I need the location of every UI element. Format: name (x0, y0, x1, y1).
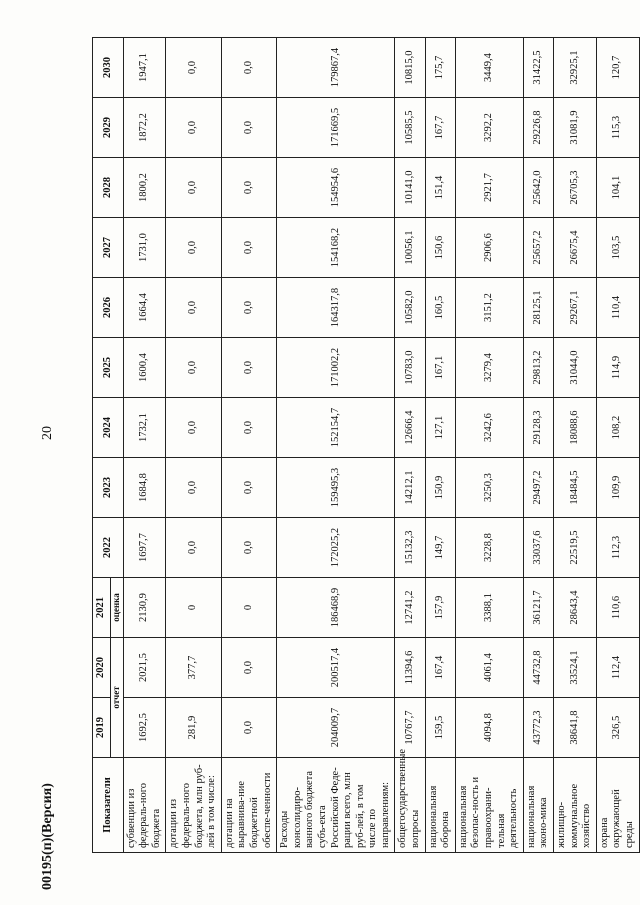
value-cell: 2906,6 (455, 218, 523, 278)
value-cell: 0,0 (221, 398, 276, 458)
value-cell: 175,7 (425, 38, 455, 98)
value-cell: 154168,2 (277, 218, 395, 278)
value-cell: 0,0 (166, 518, 221, 578)
value-cell: 1664,4 (123, 278, 166, 338)
value-cell: 22519,5 (554, 518, 597, 578)
value-cell: 1800,2 (123, 158, 166, 218)
value-cell: 3151,2 (455, 278, 523, 338)
value-cell: 281,9 (166, 698, 221, 758)
row-label: общегосударственные вопросы (395, 758, 425, 853)
subheader-report: отчет (110, 638, 123, 758)
value-cell: 2921,7 (455, 158, 523, 218)
table-row (554, 38, 597, 853)
value-cell: 151,4 (425, 158, 455, 218)
value-cell: 32925,1 (554, 38, 597, 98)
value-cell: 0,0 (166, 98, 221, 158)
year-header: 2024 (93, 398, 124, 458)
value-cell: 160,5 (425, 278, 455, 338)
value-cell: 38641,8 (554, 698, 597, 758)
value-cell: 167,1 (425, 338, 455, 398)
value-cell: 10783,0 (395, 338, 425, 398)
table-row (455, 38, 523, 853)
table-row (166, 38, 221, 853)
value-cell: 0 (166, 578, 221, 638)
value-cell: 377,7 (166, 638, 221, 698)
value-cell: 0,0 (166, 38, 221, 98)
value-cell: 1697,7 (123, 518, 166, 578)
value-cell: 29128,3 (523, 398, 553, 458)
value-cell: 3228,8 (455, 518, 523, 578)
value-cell: 10056,1 (395, 218, 425, 278)
value-cell: 200517,4 (277, 638, 395, 698)
value-cell: 3242,6 (455, 398, 523, 458)
value-cell: 0,0 (166, 398, 221, 458)
value-cell: 114,9 (596, 338, 639, 398)
value-cell: 0,0 (221, 638, 276, 698)
value-cell: 28643,4 (554, 578, 597, 638)
value-cell: 1600,4 (123, 338, 166, 398)
value-cell: 44732,8 (523, 638, 553, 698)
value-cell: 0,0 (221, 38, 276, 98)
table-container (92, 38, 635, 853)
table-row (395, 38, 425, 853)
row-label: национальная безопас-ность и правоохрани-тельная деятельность (455, 758, 523, 853)
value-cell: 0,0 (221, 338, 276, 398)
year-header: 2030 (93, 38, 124, 98)
value-cell: 171002,2 (277, 338, 395, 398)
value-cell: 149,7 (425, 518, 455, 578)
value-cell: 0,0 (221, 518, 276, 578)
page-number: 20 (40, 426, 55, 440)
value-cell: 204009,7 (277, 698, 395, 758)
table-row (123, 38, 166, 853)
row-label: субвенции из федераль-ного бюджета (123, 758, 166, 853)
year-header: 2028 (93, 158, 124, 218)
value-cell: 0,0 (221, 458, 276, 518)
value-cell: 10815,0 (395, 38, 425, 98)
value-cell: 15132,3 (395, 518, 425, 578)
year-header: 2019 (93, 698, 111, 758)
table-row (277, 38, 395, 853)
table-row (425, 38, 455, 853)
value-cell: 1872,2 (123, 98, 166, 158)
value-cell: 18484,5 (554, 458, 597, 518)
table-row (523, 38, 553, 853)
value-cell: 159495,3 (277, 458, 395, 518)
value-cell: 1947,1 (123, 38, 166, 98)
value-cell: 167,7 (425, 98, 455, 158)
value-cell: 186468,9 (277, 578, 395, 638)
value-cell: 31081,9 (554, 98, 597, 158)
value-cell: 29226,8 (523, 98, 553, 158)
value-cell: 0,0 (221, 278, 276, 338)
value-cell: 1692,5 (123, 698, 166, 758)
value-cell: 10141,0 (395, 158, 425, 218)
value-cell: 0,0 (166, 218, 221, 278)
value-cell: 167,4 (425, 638, 455, 698)
value-cell: 33037,6 (523, 518, 553, 578)
value-cell: 3292,2 (455, 98, 523, 158)
value-cell: 164317,8 (277, 278, 395, 338)
value-cell: 172025,2 (277, 518, 395, 578)
value-cell: 11394,6 (395, 638, 425, 698)
value-cell: 0 (221, 578, 276, 638)
value-cell: 0,0 (221, 158, 276, 218)
value-cell: 0,0 (221, 218, 276, 278)
value-cell: 112,4 (596, 638, 639, 698)
value-cell: 14212,1 (395, 458, 425, 518)
value-cell: 0,0 (166, 158, 221, 218)
row-label: Расходы консолидиро-ванного бюджета субъ-екта Российской Феде-рации всего, млн руб-лей, в том числе по направлениям: (277, 758, 395, 853)
value-cell: 110,6 (596, 578, 639, 638)
value-cell: 36121,7 (523, 578, 553, 638)
table-row (221, 38, 276, 853)
value-cell: 108,2 (596, 398, 639, 458)
year-header: 2029 (93, 98, 124, 158)
value-cell: 2021,5 (123, 638, 166, 698)
value-cell: 150,6 (425, 218, 455, 278)
year-header: 2022 (93, 518, 124, 578)
value-cell: 0,0 (221, 98, 276, 158)
year-header: 2027 (93, 218, 124, 278)
row-label: национальная эконо-мика (523, 758, 553, 853)
value-cell: 115,3 (596, 98, 639, 158)
value-cell: 120,7 (596, 38, 639, 98)
value-cell: 1732,1 (123, 398, 166, 458)
value-cell: 152154,7 (277, 398, 395, 458)
value-cell: 4094,8 (455, 698, 523, 758)
row-label: жилищно-коммунальное хозяйство (554, 758, 597, 853)
row-label: дотации из федераль-ного бюджета, млн руб-лей в том числе: (166, 758, 221, 853)
value-cell: 29813,2 (523, 338, 553, 398)
value-cell: 157,9 (425, 578, 455, 638)
value-cell: 26705,3 (554, 158, 597, 218)
value-cell: 154954,6 (277, 158, 395, 218)
value-cell: 12741,2 (395, 578, 425, 638)
value-cell: 25642,0 (523, 158, 553, 218)
value-cell: 43772,3 (523, 698, 553, 758)
header-row (93, 38, 111, 853)
value-cell: 31422,5 (523, 38, 553, 98)
value-cell: 0,0 (221, 698, 276, 758)
value-cell: 171669,5 (277, 98, 395, 158)
row-label: охрана окружающей среды (596, 758, 639, 853)
value-cell: 33524,1 (554, 638, 597, 698)
row-label: национальная оборона (425, 758, 455, 853)
value-cell: 1731,0 (123, 218, 166, 278)
header-indicators: Показатели (93, 758, 124, 853)
value-cell: 127,1 (425, 398, 455, 458)
value-cell: 109,9 (596, 458, 639, 518)
subheader-estimate: оценка (110, 578, 123, 638)
value-cell: 2130,9 (123, 578, 166, 638)
value-cell: 0,0 (166, 338, 221, 398)
value-cell: 10585,5 (395, 98, 425, 158)
value-cell: 150,9 (425, 458, 455, 518)
value-cell: 26675,4 (554, 218, 597, 278)
value-cell: 179867,4 (277, 38, 395, 98)
table-body (123, 38, 639, 853)
value-cell: 103,5 (596, 218, 639, 278)
value-cell: 28125,1 (523, 278, 553, 338)
value-cell: 104,1 (596, 158, 639, 218)
value-cell: 159,5 (425, 698, 455, 758)
value-cell: 10767,7 (395, 698, 425, 758)
value-cell: 12666,4 (395, 398, 425, 458)
table-row (596, 38, 639, 853)
value-cell: 1684,8 (123, 458, 166, 518)
value-cell: 10582,0 (395, 278, 425, 338)
value-cell: 3250,3 (455, 458, 523, 518)
value-cell: 0,0 (166, 278, 221, 338)
value-cell: 0,0 (166, 458, 221, 518)
year-header: 2025 (93, 338, 124, 398)
value-cell: 29497,2 (523, 458, 553, 518)
document-code: 00195(п)(Версия) (40, 783, 55, 890)
row-label: дотации на выравнива-ние бюджетной обеспе-ченности (221, 758, 276, 853)
value-cell: 31044,0 (554, 338, 597, 398)
value-cell: 3449,4 (455, 38, 523, 98)
value-cell: 110,4 (596, 278, 639, 338)
value-cell: 3388,1 (455, 578, 523, 638)
year-header: 2026 (93, 278, 124, 338)
value-cell: 326,5 (596, 698, 639, 758)
value-cell: 25657,2 (523, 218, 553, 278)
value-cell: 29267,1 (554, 278, 597, 338)
value-cell: 4061,4 (455, 638, 523, 698)
year-header: 2020 (93, 638, 111, 698)
year-header: 2021 (93, 578, 111, 638)
year-header: 2023 (93, 458, 124, 518)
value-cell: 112,3 (596, 518, 639, 578)
indicators-table (92, 37, 640, 853)
value-cell: 18088,6 (554, 398, 597, 458)
value-cell: 3279,4 (455, 338, 523, 398)
